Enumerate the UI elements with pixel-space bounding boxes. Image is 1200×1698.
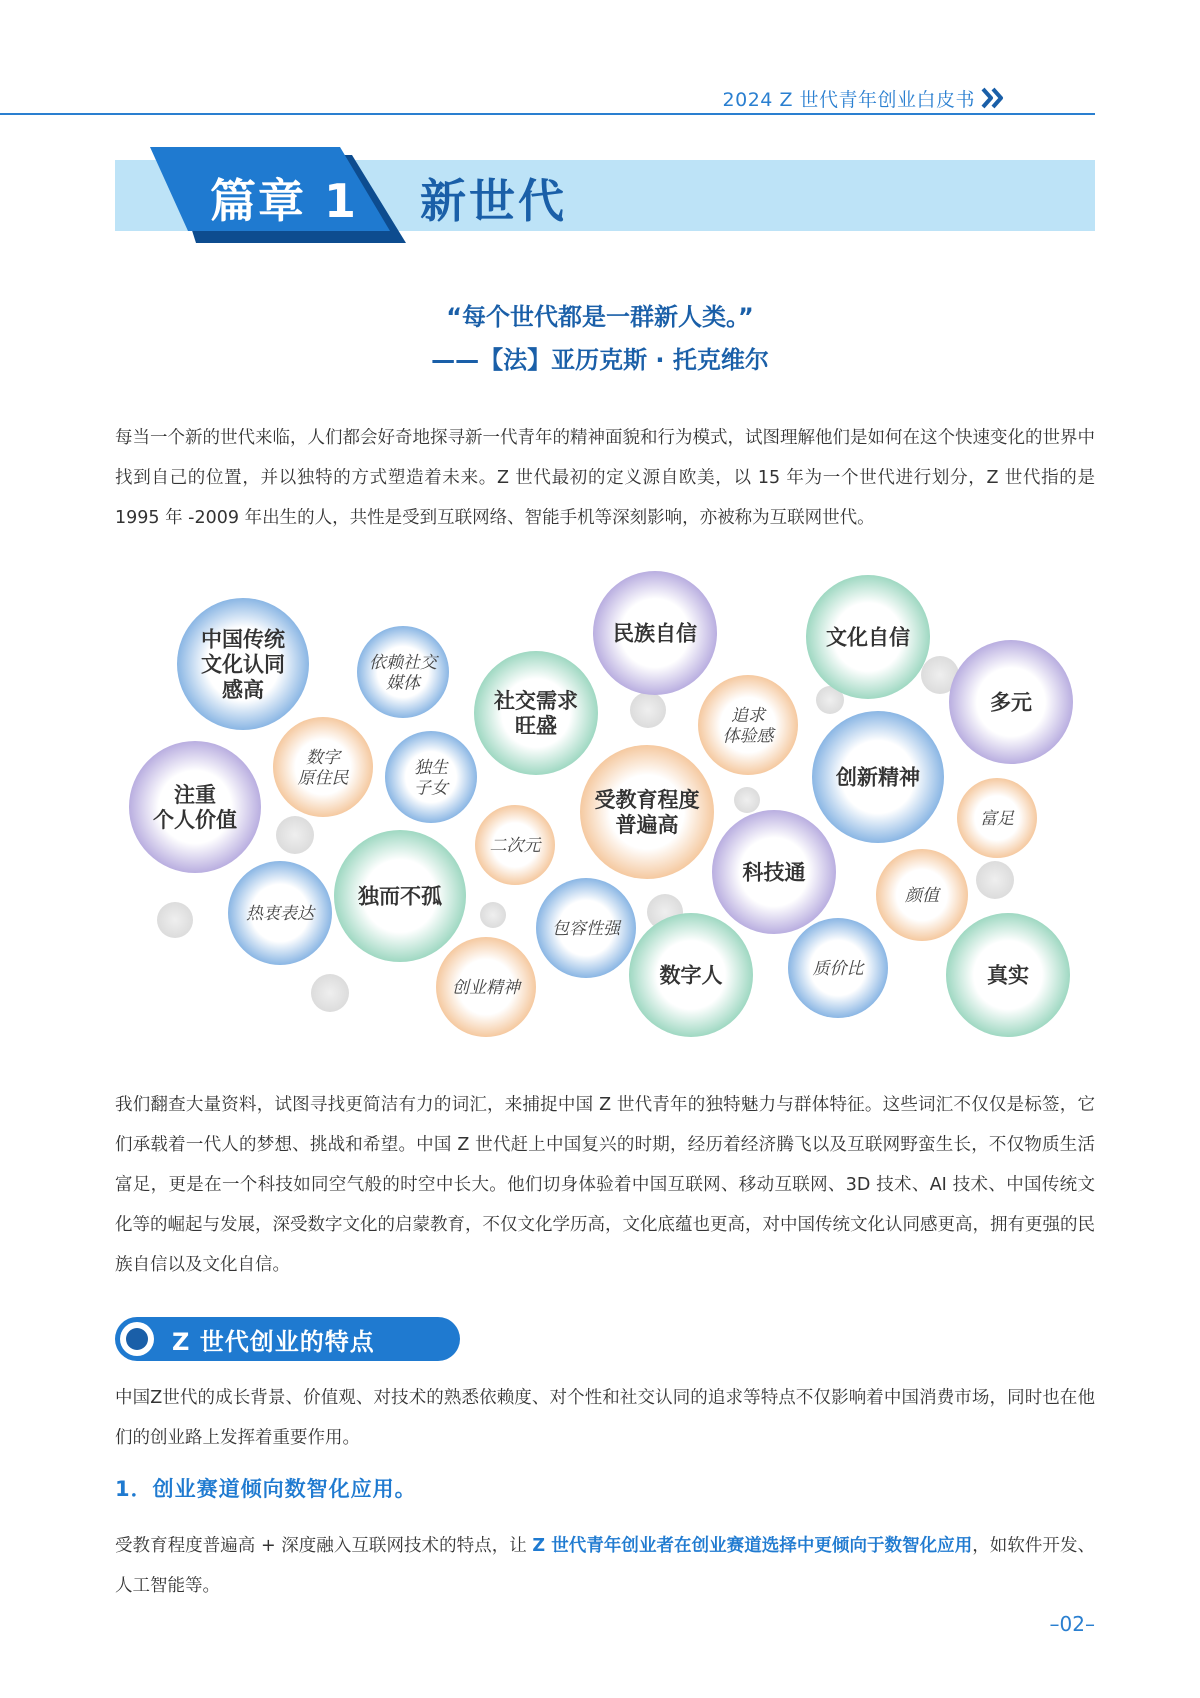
bubble-label-b5: 文化自信 xyxy=(826,625,910,650)
bubble-label-b20: 数字人 xyxy=(659,963,723,988)
bubble-label-b9: 追求体验感 xyxy=(722,705,774,747)
bubble-label-b23: 真实 xyxy=(987,963,1029,988)
point-1-text xyxy=(115,1526,1095,1606)
bubble-label-b11: 受教育程度普遍高 xyxy=(594,787,700,838)
bubble-label-b17: 热衷表达 xyxy=(246,904,314,925)
bubble-label-b15: 科技通 xyxy=(742,860,806,885)
bubble-label-b19: 包容性强 xyxy=(552,919,620,940)
bubble-label-b12: 创新精神 xyxy=(836,765,920,790)
point-1-highlight: Z 世代青年创业者在创业赛道选择中更倾向于数智化应用 xyxy=(532,1536,973,1556)
intro-paragraph: 每当一个新的世代来临，人们都会好奇地探寻新一代青年的精神面貌和行为模式，试图理解他们是如何在这个快速变化的世界中找到自己的位置，并以独特的方式塑造着未来。Z 世代最初的定义源自欧美，以 15 年为一个世代进行划分，Z 世代指的是 1995 年 -2009 年出生的人，共性是受到互联网络、智能手机等深刻影响，亦被称为互联网世代。 xyxy=(115,428,1095,528)
bubble-b3 xyxy=(474,651,598,775)
point-1-heading: 1．创业赛道倾向数智化应用。 xyxy=(115,1477,417,1501)
bubble-label-b16: 独而不孤 xyxy=(358,884,442,909)
bubble-label-b18: 颜值 xyxy=(905,886,939,907)
bubble-label-b22: 创业精神 xyxy=(452,978,520,999)
chapter-number: 篇章 1 xyxy=(210,174,359,228)
bubble-b11 xyxy=(580,745,714,879)
section-title: Z 世代创业的特点 xyxy=(172,1328,375,1356)
chapter-title: 新世代 xyxy=(420,174,567,228)
bubble-label-b7: 数字原住民 xyxy=(297,747,349,789)
bubble-label-b8: 独生子女 xyxy=(414,757,448,799)
page-number: –02– xyxy=(1049,1612,1095,1636)
point-1-text-start: 受教育程度普遍高 + 深度融入互联网技术的特点，让 xyxy=(115,1536,533,1556)
header-title: 2024 Z 世代青年创业白皮书 xyxy=(722,89,975,111)
bubble-label-b6: 多元 xyxy=(990,690,1032,715)
bubble-label-b4: 民族自信 xyxy=(613,621,697,646)
bubble-label-b1: 中国传统文化认同感高 xyxy=(201,627,285,702)
bubble-label-b2: 依赖社交媒体 xyxy=(369,652,437,694)
bubble-label-b3: 社交需求旺盛 xyxy=(494,688,578,739)
point-1-text-end: ，如软件开发、人工智能等。 xyxy=(115,1536,1096,1596)
section-intro: 中国Z世代的成长背景、价值观、对技术的熟悉依赖度、对个性和社交认同的追求等特点不仅影响着中国消费市场，同时也在他们的创业路上发挥着重要作用。 xyxy=(115,1388,1095,1448)
bubble-label-b10: 注重个人价值 xyxy=(153,782,237,833)
bubble-b10 xyxy=(129,741,261,873)
bubble-label-b21: 质价比 xyxy=(812,959,864,980)
bubble-label-b13: 二次元 xyxy=(489,836,541,857)
bubble-label-b14: 富足 xyxy=(980,809,1014,830)
quote-text: “每个世代都是一群新人类。” xyxy=(446,303,754,331)
body-paragraph: 我们翻查大量资料，试图寻找更简洁有力的词汇，来捕捉中国 Z 世代青年的独特魅力与群体特征。这些词汇不仅仅是标签，它们承载着一代人的梦想、挑战和希望。中国 Z 世代赶上中国复兴的时期，经历着经济腾飞以及互联网野蛮生长，不仅物质生活富足，更是在一个科技如同空气般的时空中长大。他们切身体验着中国互联网、移动互联网、3D 技术、AI 技术、中国传统文化等的崛起与发展，深受数字文化的启蒙教育，不仅文化学历高，文化底蕴也更高，对中国传统文化认同感更高，拥有更强的民族自信以及文化自信。 xyxy=(115,1095,1095,1275)
quote-attribution: ——【法】亚历克斯 · 托克维尔 xyxy=(431,346,769,374)
